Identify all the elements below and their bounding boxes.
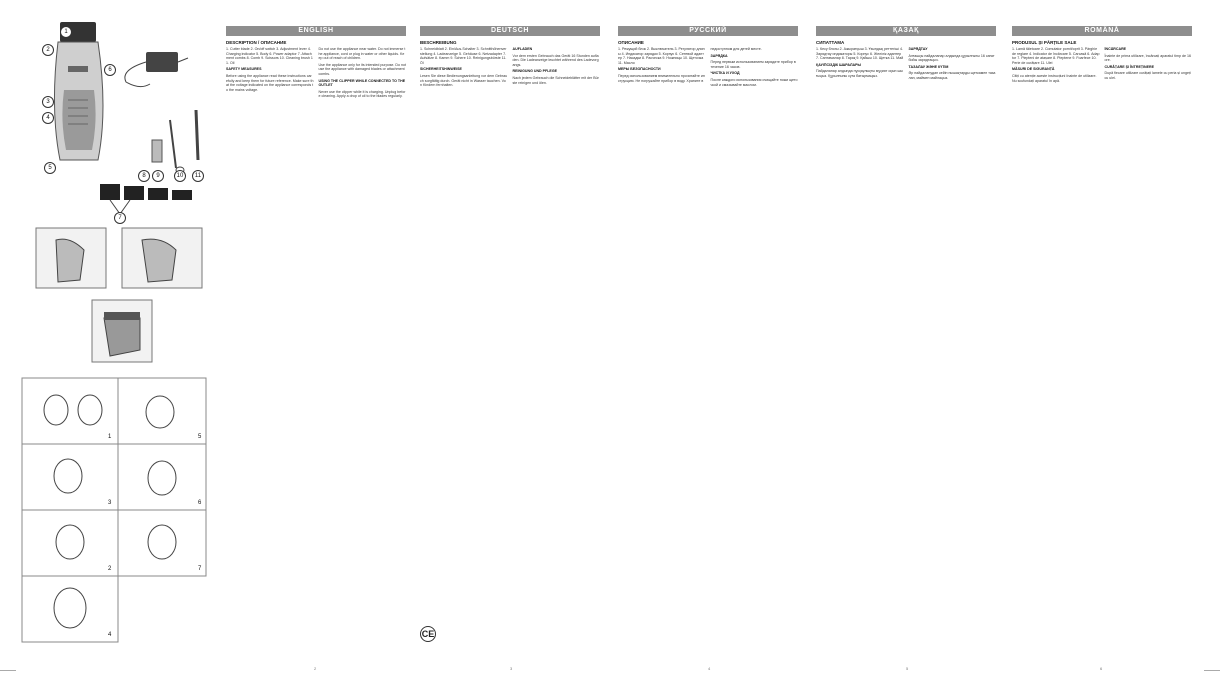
page-number: 6 (1100, 666, 1103, 671)
paragraph: Citiți cu atenție aceste instrucțiuni înainte de utilizare. Nu scufundați aparatul în apă. (1012, 73, 1097, 83)
step-number-7: 7 (198, 566, 202, 572)
callout-2: 2 (42, 44, 54, 56)
column-deutsch (420, 26, 600, 672)
paragraph: 1. Режущий блок 2. Выключатель 3. Регулятор длины 4. Индикатор зарядки 5. Корпус 6. Сетевой адаптер 7. Насадки 8. Расческа 9. Ножницы 10. Щеточка 11. Масло (618, 47, 705, 65)
column-header: ENGLISH (226, 26, 406, 36)
column-title: ОПИСАНИЕ (618, 40, 644, 45)
crop-mark (1204, 670, 1220, 671)
column-header: ҚАЗАҚ (816, 26, 996, 36)
callout-5: 5 (44, 162, 56, 174)
subheading: AUFLADEN (512, 47, 533, 51)
paragraph: Vor dem ersten Gebrauch das Gerät 16 Stunden aufladen. Die Ladeanzeige leuchtet während des Ladevorgangs. (512, 53, 599, 67)
clipper-drawing (54, 22, 103, 160)
step-number-4: 4 (108, 632, 112, 638)
page-number: 2 (314, 666, 317, 671)
column-header: ROMÂNĂ (1012, 26, 1192, 36)
paragraph: Do not use the appliance near water. Do not immerse the appliance, cord or plug in water or other liquids. Keep out of reach of children. (318, 47, 406, 61)
subheading: SAFETY MEASURES (226, 67, 262, 72)
step-number-6: 6 (198, 500, 202, 506)
column-body (618, 47, 798, 647)
callout-10: 10 (174, 170, 186, 182)
paragraph: Înainte de prima utilizare, încărcați aparatul timp de 16 ore. (1104, 53, 1191, 63)
callout-9: 9 (152, 170, 164, 182)
column-body (1012, 47, 1192, 647)
paragraph: Use the appliance only for its intended purpose. Do not use the appliance with damaged blades or attachment combs. (318, 62, 406, 76)
adapter-drawing (125, 52, 188, 87)
product-illustrations (0, 0, 222, 685)
subheading: ЗАРЯДКА (710, 53, 728, 58)
step-number-3: 3 (108, 500, 112, 506)
paragraph: După fiecare utilizare curățați lamele cu peria și ungeți cu ulei. (1104, 71, 1191, 80)
subheading: USING THE CLIPPER WHILE CONNECTED TO THE OUTLET (318, 78, 406, 88)
paragraph: Перед первым использованием зарядите прибор в течение 16 часов. (710, 60, 796, 69)
column-title: СИПАТТАМА (816, 40, 845, 45)
column-english (226, 26, 406, 672)
callout-3: 3 (42, 96, 54, 108)
subheading: REINIGUNG UND PFLEGE (512, 69, 558, 74)
callout-11: 11 (192, 170, 204, 182)
page-number: 5 (906, 666, 909, 671)
paragraph: 1. Cutter blade 2. On/off switch 3. Adjustment lever 4. Charging indicator 5. Body 6. Power adaptor 7. Attachment combs 8. Comb 9. Scissors 10. Cleaning brush 11. Oil (226, 47, 313, 65)
paragraph: Before using the appliance read these instructions carefully and keep them for future reference. Make sure that the voltage indicated on the appliance corresponds to the mains voltage. (226, 73, 314, 92)
subheading: ЗАРЯДТАУ (908, 47, 928, 51)
subheading: CURĂȚARE ȘI ÎNTREȚINERE (1104, 64, 1155, 69)
column-title: BESCHREIBUNG (420, 40, 457, 45)
step-number-1: 1 (108, 434, 112, 440)
callout-6: 6 (104, 64, 116, 76)
callout-8: 8 (138, 170, 150, 182)
callout-7: 7 (114, 212, 126, 224)
subheading: SICHERHEITSHINWEISE (420, 67, 462, 72)
paragraph: 1. Кесу блогы 2. Ажыратқыш 3. Ұзындық реттегіші 4. Зарядтау индикаторы 5. Корпус 6. Желілік адаптер 7. Саптамалар 8. Тарақ 9. Қайшы 10. Щетка 11. Май (816, 47, 904, 61)
paragraph: Never use the clipper while it is charging. Unplug before cleaning. Apply a drop of oil to the blades regularly. (318, 89, 406, 99)
callout-1: 1 (60, 26, 72, 38)
callout-4: 4 (42, 112, 54, 124)
step-number-2: 2 (108, 566, 112, 572)
paragraph: 1. Lamă tăietoare 2. Comutator pornit/oprit 3. Pârghie de reglare 4. Indicator de încărcare 5. Carcasă 6. Adaptor 7. Piepteni de atașare 8. Pieptene 9. Foarfece 10. Perie de curățare 11. Ulei (1012, 47, 1100, 65)
paragraph: Пайдаланар алдында нұсқаулықты мұқият оқып шығыңыз. Құрылғыны суға батырмаңыз. (816, 69, 903, 78)
paragraph: Алғашқы пайдаланар алдында құрылғыны 16 сағат бойы зарядтаңыз. (908, 53, 995, 63)
column-body (226, 47, 406, 647)
column-header: DEUTSCH (420, 26, 600, 36)
subheading: МЕРЫ БЕЗОПАСНОСТИ (618, 67, 661, 72)
step-number-5: 5 (198, 434, 202, 440)
paragraph: Перед использованием внимательно прочитайте инструкцию. Не погружайте прибор в воду. Храните в недоступном для детей месте. (618, 47, 762, 83)
page-number: 3 (510, 666, 513, 671)
column-russian (618, 26, 798, 672)
column-body (420, 47, 600, 647)
attachment-combs-drawing (100, 184, 192, 214)
column-title: PRODUSUL ȘI PĂRȚILE SALE (1012, 40, 1077, 45)
column-header: РУССКИЙ (618, 26, 798, 36)
subheading: ЧИСТКА И УХОД (710, 71, 740, 76)
crop-mark (0, 670, 16, 671)
subheading: ҚАУІПСІЗДІК ШАРАЛАРЫ (816, 62, 862, 67)
paragraph: Lesen Sie diese Bedienungsanleitung vor dem Gebrauch sorgfältig durch. Gerät nicht in Wasser tauchen. Von Kindern fernhalten. (420, 73, 508, 88)
column-kazakh (816, 26, 996, 672)
subheading: ТАЗАЛАУ ЖӘНЕ КҮТІМ (908, 64, 949, 69)
paragraph: 1. Schneidblatt 2. Ein/Aus-Schalter 3. Schnitthöhenverstellung 4. Ladeanzeige 5. Gehäuse 6. Netzadapter 7. Aufsätze 8. Kamm 9. Schere 10. Reinigungsbürste 11. Öl (420, 47, 507, 65)
subheading: MĂSURI DE SIGURANȚĂ (1012, 67, 1055, 72)
paragraph: Nach jedem Gebrauch die Schneideblätter mit der Bürste reinigen und ölen. (512, 75, 599, 85)
column-title: DESCRIPTION / ОПИСАНИЕ (226, 40, 287, 45)
paragraph: После каждого использования очищайте ножи щеточкой и смазывайте маслом. (710, 77, 798, 87)
illustration-panel (0, 0, 222, 685)
subheading: ÎNCĂRCARE (1104, 47, 1127, 51)
paragraph: Әр пайдаланудан кейін пышақтарды щеткамен тазалап, маймен майлаңыз. (908, 71, 996, 80)
column-body (816, 47, 996, 647)
page-number: 4 (708, 666, 711, 671)
haircut-steps-grid (22, 378, 206, 642)
ce-mark: CE (420, 626, 436, 642)
column-romanian (1012, 26, 1192, 672)
accessories-drawing (152, 110, 198, 173)
